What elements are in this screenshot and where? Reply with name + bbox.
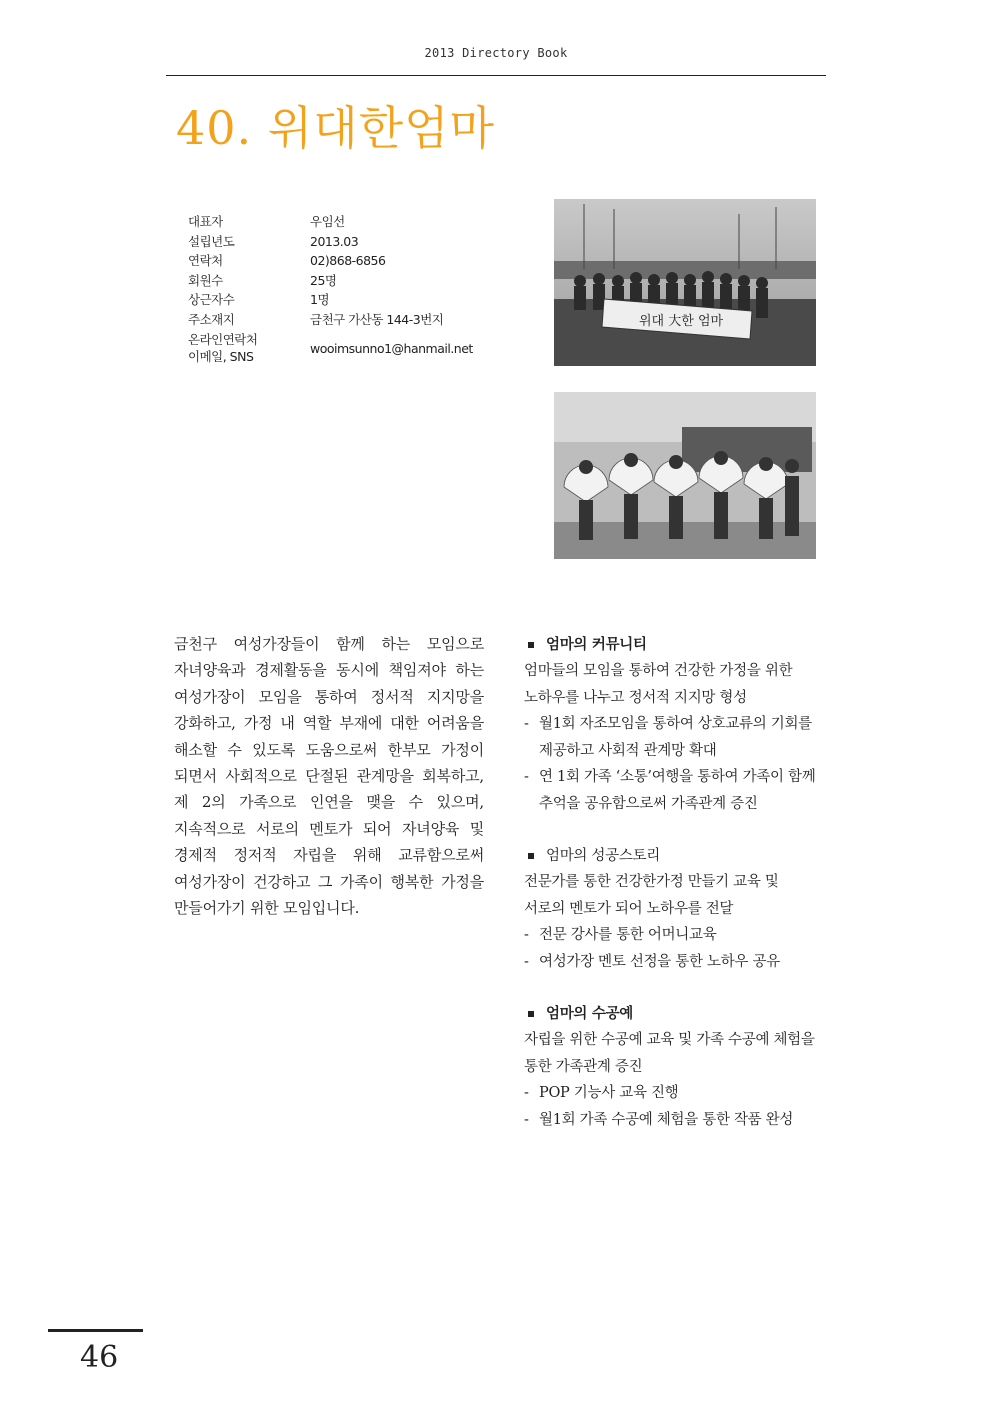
running-header: 2013 Directory Book	[424, 46, 568, 60]
list-item-text: POP 기능사 교육 진행	[539, 1085, 679, 1101]
list-item	[524, 764, 820, 817]
square-bullet-icon	[528, 853, 534, 859]
info-key-line1: 온라인연락처	[188, 332, 258, 347]
group-photo-fans	[554, 392, 816, 559]
group-photo-harbor	[554, 199, 816, 366]
list-item	[524, 922, 820, 949]
info-key	[188, 331, 310, 365]
info-row-address	[188, 310, 473, 330]
section-heading	[524, 632, 820, 658]
info-key: 회원수	[188, 272, 223, 288]
info-key: 설립년도	[188, 233, 235, 249]
section-description: 전문가를 통한 건강한가정 만들기 교육 및 서로의 멘토가 되어 노하우를 전달	[524, 874, 779, 917]
section-description: 엄마들의 모임을 통하여 건강한 가정을 위한 노하우를 나누고 정서적 지지망 형성	[524, 663, 793, 706]
info-value: 25명	[310, 272, 337, 288]
list-item-text: 여성가장 멘토 선정을 통한 노하우 공유	[539, 953, 780, 970]
info-row-phone	[188, 251, 473, 271]
info-key: 상근자수	[188, 292, 235, 307]
info-key: 대표자	[188, 214, 223, 229]
dash-icon: -	[524, 716, 529, 732]
section-heading	[524, 843, 820, 869]
footer-divider	[48, 1329, 143, 1332]
dash-icon: -	[524, 1111, 529, 1128]
info-key: 주소재지	[188, 311, 235, 327]
info-row-representative	[188, 212, 473, 232]
info-value: 우임선	[310, 214, 345, 229]
dash-icon: -	[524, 769, 529, 785]
square-bullet-icon	[528, 642, 534, 648]
intro-paragraph: 금천구 여성가장들이 함께 하는 모임으로 자녀양육과 경제활동을 동시에 책임져야 하는 여성가장이 모임을 통하여 정서적 지지망을 강화하고, 가정 내 역할 부재에 대한 어려움을 해소할 수 있도록 도움으로써 한부모 가정이 되면서 사회적으로 단절된 관계망을 회복하고, 제 2의 가족으로 인연을 맺을 수 있으며, 지속적으로 서로의 멘토가 되어 자녀양육 및 경제적 정저적 자립을 위해 교류함으로써 여성가장이 건강하고 그 가족이 행복한 가정을 만들어가기 위한 모임입니다.	[174, 635, 484, 918]
info-row-founded	[188, 232, 473, 252]
info-value: 금천구 가산동 144-3번지	[310, 311, 444, 327]
list-item-text: 연 1회 가족 ‘소통’여행을 통하여 가족이 함께 추억을 공유함으로써 가족관계 증진	[539, 769, 816, 812]
page-title: 40. 위대한엄마	[176, 101, 495, 155]
program-sections	[524, 632, 820, 1159]
info-key: 연락처	[188, 253, 223, 268]
list-item	[524, 1080, 820, 1107]
section-heading	[524, 1001, 820, 1027]
info-row-online-contact	[188, 331, 473, 365]
info-value-email: wooimsunno1@hanmail.net	[310, 340, 473, 356]
section-heading-text: 엄마의 커뮤니티	[546, 636, 647, 653]
dash-icon: -	[524, 953, 529, 970]
section-handicraft	[524, 1001, 820, 1133]
section-heading-text: 엄마의 성공스토리	[546, 848, 660, 864]
dash-icon: -	[524, 927, 529, 943]
info-key-line2: 이메일, SNS	[188, 349, 254, 364]
info-value: 2013.03	[310, 233, 359, 249]
info-value: 02)868-6856	[310, 253, 386, 268]
square-bullet-icon	[528, 1011, 534, 1017]
page-number: 46	[80, 1340, 119, 1375]
info-row-members	[188, 271, 473, 291]
info-value: 1명	[310, 292, 330, 307]
dash-icon: -	[524, 1085, 529, 1101]
list-item	[524, 949, 820, 976]
header-divider	[166, 75, 826, 76]
list-item	[524, 711, 820, 764]
info-row-staff	[188, 290, 473, 310]
list-item-text: 월1회 가족 수공예 체험을 통한 작품 완성	[539, 1111, 794, 1128]
list-item	[524, 1107, 820, 1134]
list-item-text: 월1회 자조모임을 통하여 상호교류의 기회를 제공하고 사회적 관계망 확대	[539, 716, 812, 759]
section-heading-text: 엄마의 수공예	[546, 1005, 633, 1022]
section-success-story	[524, 843, 820, 975]
section-community	[524, 632, 820, 817]
list-item-text: 전문 강사를 통한 어머니교육	[539, 927, 717, 943]
organization-info-table	[188, 212, 473, 365]
banner-text: 위대 大한 엄마	[639, 314, 724, 329]
section-description: 자립을 위한 수공예 교육 및 가족 수공예 체험을 통한 가족관계 증진	[524, 1032, 815, 1075]
